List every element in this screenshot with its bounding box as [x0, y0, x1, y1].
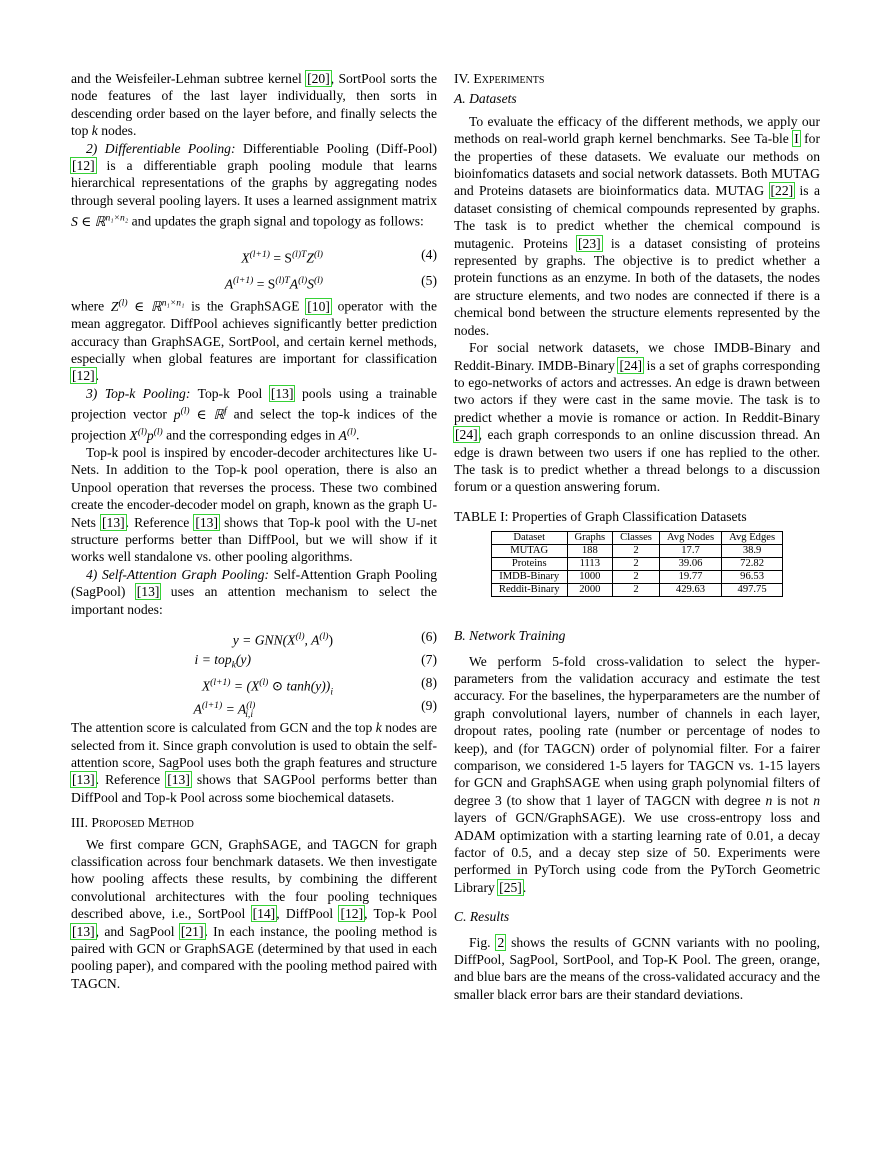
- citation-link[interactable]: [25]: [499, 879, 522, 895]
- citation-link[interactable]: [21]: [180, 923, 204, 939]
- citation-link[interactable]: [13]: [270, 385, 294, 401]
- citation-link[interactable]: [12]: [72, 158, 95, 174]
- citation-link[interactable]: [13]: [136, 584, 160, 600]
- paragraph-after-eq5: where $Z^{(l)}$ ∈ ℝ$^{n_1\times n_1}$ is the GraphSAGE [10] operator with the mean aggregator. DiffPool achieves significantly better prediction accuracy than GraphSAGE, SortPool, and certain kernel methods, especially when global features are important for classification [12].: [71, 297, 437, 384]
- table-link[interactable]: I: [794, 131, 799, 147]
- section-title-experiments: IV. Experiments: [454, 71, 545, 86]
- left-column: [71, 70, 437, 992]
- table-header-row: Dataset Graphs Classes Avg Nodes Avg Edges: [491, 532, 782, 545]
- equation-8: $X^{(l+1)} = (X^{(l)}$ ⊙ $\tanh(y))_i$ (8): [201, 675, 437, 698]
- paragraph-network-training: We perform 5-fold cross-validation to select the hyper-parameters from the validation accuracy and estimate the test accuracy. For the baselines, the hyperparameters are the number of graph convolutional layers, number of channels in each layer, dropout rates, pooling rate (number or percentage of nodes to keep), and (for TAGCN) order of polynomial filter. For a fairer comparison, we considered 1-5 layers for TAGCN vs. 1-15 layers for GCN and GraphSAGE when using graph polynomial filters of degree 3 (to show that 1 layer of TAGCN with degree n is not n layers of GCN/GraphSAGE). We use cross-entropy loss and ADAM optimization with a starting learning rate of 0.01, a decay factor of 0.5, and a decay step size of 50. Experiments were performed in PyTorch using code from the PyTorch Geometric Library [25].: [454, 653, 820, 895]
- equation-number: (9): [421, 698, 437, 714]
- citation-link[interactable]: [14]: [252, 906, 276, 922]
- paragraph-attention: The attention score is calculated from GCN and the top k nodes are selected from it. Since graph convolution is used to obtain the self-attention score, SagPool uses both the graph features and structure [13]. Reference [13] shows that SAGPool performs better than DiffPool and Top-k Pool across some biochemical datasets.: [71, 720, 438, 805]
- paragraph-sagpool: 4) Self-Attention Graph Pooling: Self-Attention Graph Pooling (SagPool) [13] uses an attention mechanism to select the important nodes:: [71, 566, 437, 617]
- paragraph-topk: 3) Top-k Pooling: Top-k Pool [13] pools using a trainable projection vector $p^{(l)}$ ∈ ℝ$^f$ and select the top-k indices of the projection $X^{(l)}p^{(l)}$ and the corresponding edges in $A^{(l)}$.: [71, 385, 437, 443]
- equation-9: $A^{(l+1)} = A^{(l)}_{i,i}$ (9): [193, 698, 437, 721]
- inline-math: S ∈ ℝ$^{n_1\times n_2}$: [71, 212, 129, 229]
- paragraph-datasets-2: For social network datasets, we chose IMDB-Binary and Reddit-Binary. IMDB-Binary [24] is a set of graphs corresponding to ego-networks of actors and actresses. An edge is drawn between two actors if they were cast in the same movie. The task is to predict whether a movie is romance or action. In Reddit-Binary [24], each graph corresponds to an online discussion thread. An edge is drawn between two users if one has replied to the other. The task is to predict whether a thread belongs to a discussion forum or a question answering forum.: [454, 340, 820, 495]
- properties-table: [491, 531, 783, 597]
- citation-link[interactable]: [24]: [619, 357, 643, 373]
- paragraph-diffpool: 2) Differentiable Pooling: Differentiable Pooling (Diff-Pool) [12] is a differentiable graph pooling module that learns hierarchical representations of the graphs by aggregating nodes through several pooling layers. It uses a learned assignment matrix S ∈ ℝ$^{n_1\times n_2}$ and updates the graph signal and topology as follows:: [71, 140, 437, 229]
- citation-link[interactable]: [12]: [340, 906, 364, 922]
- subsection-title-results: C. Results: [454, 909, 510, 925]
- equation-7: i = top$_k$(y) (7): [194, 652, 437, 671]
- equation-4: $X^{(l+1)} = S^{(l)T}Z^{(l)}$ (4): [241, 247, 437, 266]
- equation-number: (5): [421, 273, 437, 289]
- subsection-title-datasets: A. Datasets: [454, 91, 517, 107]
- citation-link[interactable]: [13]: [102, 514, 125, 530]
- citation-link[interactable]: [20]: [307, 71, 330, 86]
- paragraph-proposed-method: We first compare GCN, GraphSAGE, and TAGCN for graph classification across four benchmark datasets. We then investigate how pooling affects these results, by combining the different convolutional architectures with the four pooling techniques described above, i.e., SortPool [14], DiffPool [12], Top-k Pool [13], and SagPool [21]. In each instance, the pooling method is paired with GCN or GraphSAGE (determined by that used in each pooling paper), and compared with the pooling method paired with TAGCN.: [71, 836, 437, 991]
- subsection-title-network-training: B. Network Training: [454, 628, 566, 644]
- equation-number: (8): [421, 675, 437, 691]
- citation-link[interactable]: [13]: [72, 772, 95, 788]
- table-row: MUTAG 188 2 17.7 38.9: [491, 545, 782, 558]
- citation-link[interactable]: [22]: [770, 183, 794, 199]
- table-caption: TABLE I: Properties of Graph Classification Datasets: [454, 508, 747, 524]
- citation-link[interactable]: [13]: [167, 772, 190, 788]
- figure-link[interactable]: 2: [497, 934, 505, 950]
- equation-number: (4): [421, 247, 437, 263]
- citation-link[interactable]: [23]: [578, 235, 601, 251]
- equation-number: (6): [421, 629, 437, 645]
- paragraph-datasets-1: To evaluate the efficacy of the different methods, we apply our methods on real-world graph kernel benchmarks. See Ta-ble I for the properties of these datasets. We evaluate our methods on bioinfomatics datasets and social network datassets. Both MUTAG and Proteins datasets are bioinformatics data. MUTAG [22] is a dataset consisting of chemical compounds represented by graphs. The task is to predict whether the chemical compound is mutagenic. Proteins [23] is a dataset consisting of proteins represented by graphs. The objective is to predict whether a protein functions as an enzyme. In both of the datasets, the nodes are structure elements, and two nodes are connected if there is a chemical bond between the structure elements represented by the nodes.: [454, 113, 821, 338]
- section-title-proposed-method: III. Proposed Method: [71, 815, 194, 831]
- table-row: Proteins 1113 2 39.06 72.82: [491, 558, 782, 571]
- paragraph-topk-unets: Top-k pool is inspired by encoder-decoder architectures like U-Nets. In addition to the Top-k pool operation, there is also an Unpool operation that reverses the process. These two combined create the encoder-decoder model on graph, known as the graph U-Nets [13]. Reference [13] shows that Top-k pool with the U-net structure performs better than DiffPool, but we will show if it works well standalone vs. other pooling algorithms.: [71, 445, 437, 565]
- citation-link[interactable]: [13]: [72, 923, 95, 939]
- citation-link[interactable]: [24]: [455, 427, 478, 443]
- citation-link[interactable]: [13]: [195, 514, 219, 530]
- paragraph-sortpool-end: and the Weisfeiler-Lehman subtree kernel [20], SortPool sorts the node features of the last layer individually, then sorts in descending order based on the layer before, and finally selects the top k nodes.: [71, 71, 437, 139]
- equation-number: (7): [421, 652, 437, 668]
- citation-link[interactable]: [10]: [307, 298, 330, 314]
- equation-5: $A^{(l+1)} = S^{(l)T}A^{(l)}S^{(l)}$ (5): [224, 273, 437, 292]
- table-row: Reddit-Binary 2000 2 429.63 497.75: [491, 584, 782, 597]
- table-row: IMDB-Binary 1000 2 19.77 96.53: [491, 571, 782, 584]
- paragraph-results: Fig. 2 shows the results of GCNN variants with no pooling, DiffPool, SagPool, SortPool, and Top-K Pool. The green, orange, and blue bars are the means of the cross-validated accuracy and the smaller black error bars are their standard deviations.: [454, 934, 820, 1002]
- equation-6: $y = GNN(X^{(l)}$, $A^{(l)}$) (6): [232, 629, 437, 648]
- citation-link[interactable]: [12]: [72, 368, 95, 384]
- right-column: [454, 70, 820, 1003]
